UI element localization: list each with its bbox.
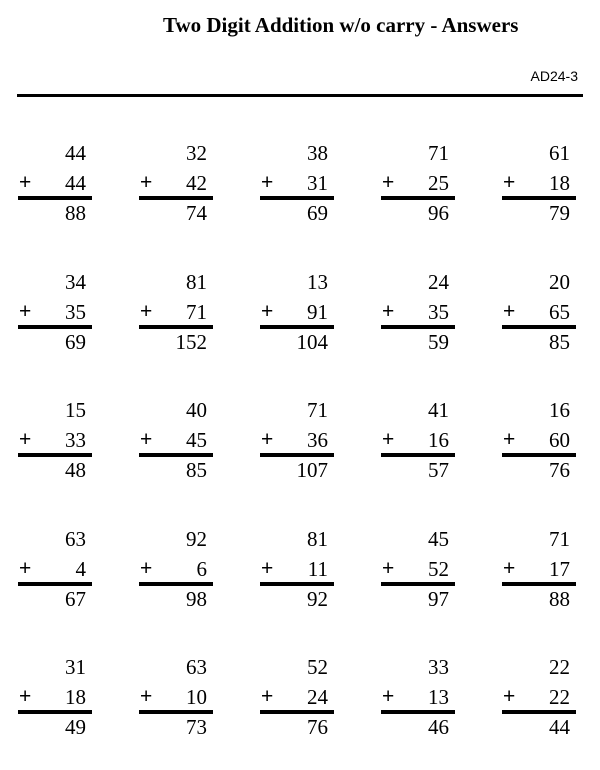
plus-sign: + — [140, 556, 153, 580]
problem-grid — [17, 139, 583, 749]
addend-top: 16 — [549, 398, 570, 422]
addend-top: 81 — [307, 526, 328, 551]
plus-sign: + — [140, 428, 153, 451]
plus-sign: + — [19, 428, 32, 451]
answer: 79 — [549, 201, 570, 225]
plus-sign: + — [503, 685, 516, 708]
addition-problem — [259, 653, 360, 757]
addend-bottom: 60 — [549, 428, 570, 452]
addend-bottom: 18 — [65, 685, 86, 709]
addition-problem — [380, 653, 481, 757]
addend-top: 41 — [428, 398, 449, 422]
answer: 104 — [296, 329, 328, 354]
plus-sign: + — [19, 299, 32, 323]
plus-sign: + — [261, 685, 274, 708]
addend-bottom: 22 — [549, 685, 570, 709]
plus-sign: + — [261, 556, 274, 580]
addend-bottom: 36 — [307, 428, 328, 452]
plus-sign: + — [140, 299, 153, 323]
addend-top: 31 — [65, 655, 86, 679]
plus-sign: + — [261, 299, 274, 323]
addend-bottom: 42 — [186, 171, 207, 195]
addend-top: 92 — [186, 526, 207, 551]
addend-top: 63 — [65, 526, 86, 551]
plus-sign: + — [19, 685, 32, 708]
addend-bottom: 11 — [307, 556, 328, 581]
addend-bottom: 91 — [307, 299, 328, 324]
plus-sign: + — [261, 428, 274, 451]
answer: 85 — [549, 329, 570, 354]
addend-bottom: 16 — [428, 428, 449, 452]
addend-bottom: 65 — [549, 299, 570, 324]
answer: 76 — [307, 715, 328, 739]
addition-problem — [259, 396, 360, 500]
plus-sign: + — [19, 171, 32, 194]
addition-problem — [259, 139, 360, 243]
addend-top: 40 — [186, 398, 207, 422]
answer: 57 — [428, 458, 449, 482]
addend-top: 45 — [428, 526, 449, 551]
addend-bottom: 10 — [186, 685, 207, 709]
addend-bottom: 45 — [186, 428, 207, 452]
addend-bottom: 17 — [549, 556, 570, 581]
addend-top: 71 — [549, 526, 570, 551]
answer: 49 — [65, 715, 86, 739]
addition-problem — [380, 139, 481, 243]
plus-sign: + — [503, 556, 516, 580]
addition-problem — [17, 139, 118, 243]
plus-sign: + — [19, 556, 32, 580]
addend-bottom: 13 — [428, 685, 449, 709]
addition-problem — [138, 525, 239, 629]
addend-top: 32 — [186, 141, 207, 165]
answer: 98 — [186, 586, 207, 611]
addition-problem — [17, 396, 118, 500]
addend-top: 71 — [428, 141, 449, 165]
addend-top: 15 — [65, 398, 86, 422]
answer: 88 — [65, 201, 86, 225]
answer: 85 — [186, 458, 207, 482]
addend-top: 52 — [307, 655, 328, 679]
addition-problem — [501, 653, 600, 757]
answer: 69 — [65, 329, 86, 354]
answer: 152 — [175, 329, 207, 354]
plus-sign: + — [261, 171, 274, 194]
plus-sign: + — [382, 556, 395, 580]
addend-bottom: 24 — [307, 685, 328, 709]
addend-bottom: 6 — [196, 556, 207, 581]
addition-problem — [138, 139, 239, 243]
addend-top: 38 — [307, 141, 328, 165]
answer: 96 — [428, 201, 449, 225]
plus-sign: + — [503, 428, 516, 451]
addition-problem — [17, 653, 118, 757]
plus-sign: + — [503, 171, 516, 194]
addend-top: 24 — [428, 269, 449, 294]
addend-bottom: 44 — [65, 171, 86, 195]
answer: 74 — [186, 201, 207, 225]
plus-sign: + — [382, 299, 395, 323]
plus-sign: + — [382, 685, 395, 708]
plus-sign: + — [140, 685, 153, 708]
addend-bottom: 31 — [307, 171, 328, 195]
answer: 73 — [186, 715, 207, 739]
addend-bottom: 18 — [549, 171, 570, 195]
addend-top: 34 — [65, 269, 86, 294]
addend-top: 22 — [549, 655, 570, 679]
answer: 44 — [549, 715, 570, 739]
addend-top: 71 — [307, 398, 328, 422]
addend-bottom: 4 — [75, 556, 86, 581]
addend-top: 63 — [186, 655, 207, 679]
answer: 67 — [65, 586, 86, 611]
addend-bottom: 71 — [186, 299, 207, 324]
addition-problem — [17, 525, 118, 629]
addition-problem — [501, 396, 600, 500]
addend-top: 13 — [307, 269, 328, 294]
answer: 76 — [549, 458, 570, 482]
addition-problem — [138, 268, 239, 372]
addition-problem — [17, 268, 118, 372]
worksheet-title: Two Digit Addition w/o carry - Answers — [163, 13, 519, 37]
addition-problem — [380, 525, 481, 629]
addend-top: 44 — [65, 141, 86, 165]
answer: 97 — [428, 586, 449, 611]
addition-problem — [501, 525, 600, 629]
plus-sign: + — [382, 428, 395, 451]
answer: 48 — [65, 458, 86, 482]
answer: 46 — [428, 715, 449, 739]
addition-problem — [138, 653, 239, 757]
addend-bottom: 25 — [428, 171, 449, 195]
addition-problem — [501, 139, 600, 243]
addend-bottom: 35 — [65, 299, 86, 324]
addend-bottom: 52 — [428, 556, 449, 581]
addend-bottom: 33 — [65, 428, 86, 452]
plus-sign: + — [140, 171, 153, 194]
addition-problem — [380, 268, 481, 372]
addition-problem — [380, 396, 481, 500]
addend-top: 61 — [549, 141, 570, 165]
addend-top: 81 — [186, 269, 207, 294]
worksheet-code: AD24-3 — [530, 68, 578, 84]
answer: 107 — [296, 458, 328, 482]
addition-problem — [259, 525, 360, 629]
header-divider — [17, 94, 583, 97]
addition-problem — [501, 268, 600, 372]
answer: 59 — [428, 329, 449, 354]
plus-sign: + — [382, 171, 395, 194]
answer: 88 — [549, 586, 570, 611]
answer: 92 — [307, 586, 328, 611]
addition-problem — [138, 396, 239, 500]
answer: 69 — [307, 201, 328, 225]
addend-top: 33 — [428, 655, 449, 679]
plus-sign: + — [503, 299, 516, 323]
addend-top: 20 — [549, 269, 570, 294]
addend-bottom: 35 — [428, 299, 449, 324]
addition-problem — [259, 268, 360, 372]
